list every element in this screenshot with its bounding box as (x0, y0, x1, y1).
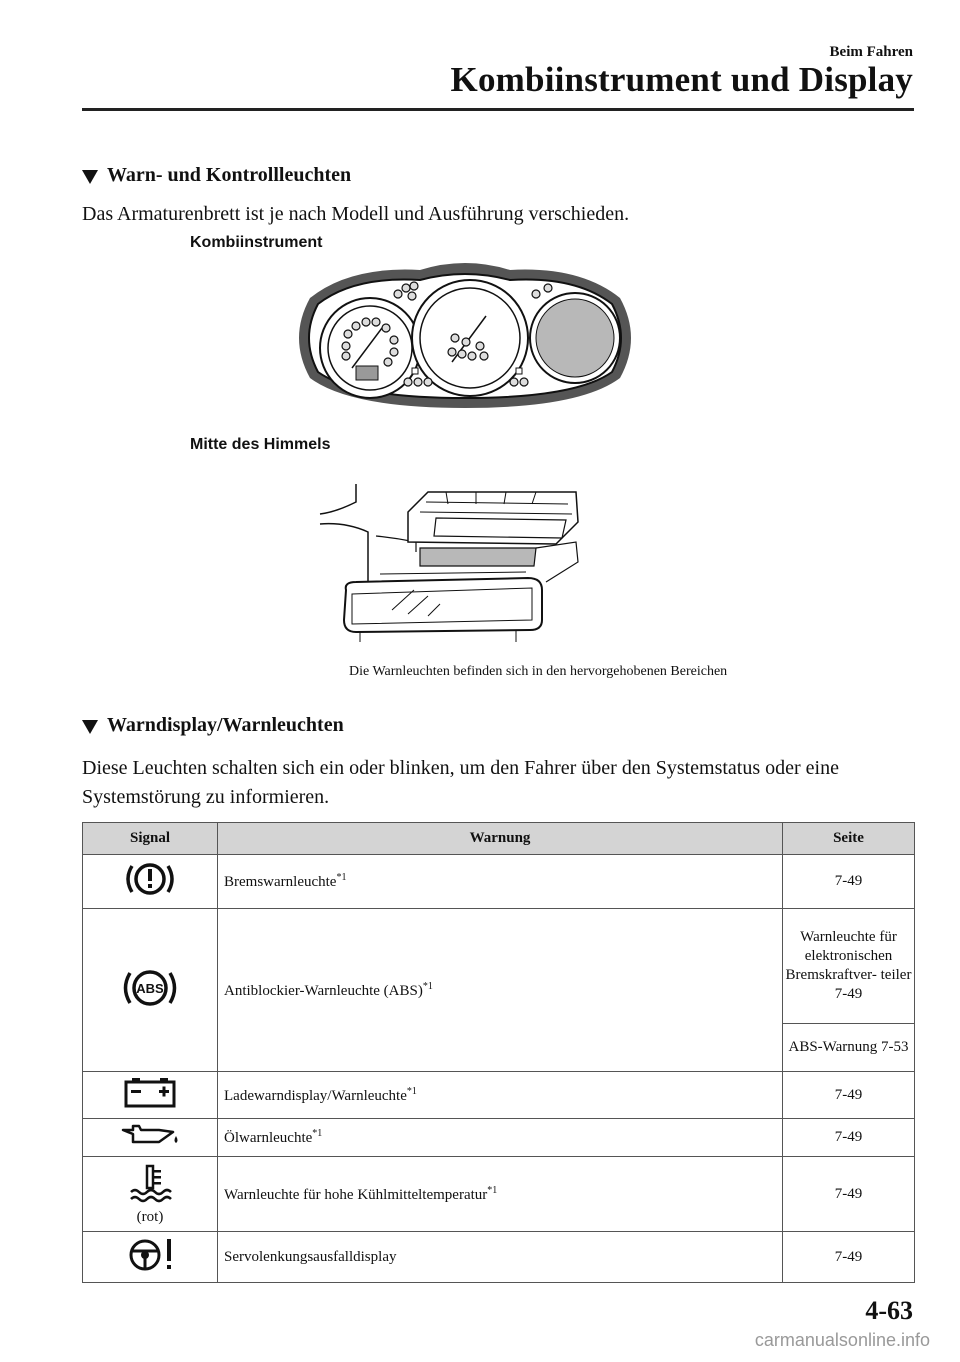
overhead-console-illustration (316, 482, 586, 642)
warning-text: Antiblockier-Warnleuchte (ABS)$^{*1}$ (218, 909, 783, 1072)
warning-text: Bremswarnleuchte$^{*1}$ (218, 855, 783, 909)
section2-text: Diese Leuchten schalten sich ein oder blinken, um den Fahrer über den Systemstatus oder eine Systemstörung zu informieren. (82, 757, 839, 808)
brake-warning-icon (122, 859, 178, 899)
chapter-subtitle: Beim Fahren (829, 44, 913, 60)
table-row (83, 855, 915, 909)
warning-text: Servolenkungsausfalldisplay (218, 1232, 783, 1283)
warning-table (82, 822, 915, 1283)
section-heading-warndisplay: Warndisplay/Warnleuchten (82, 714, 344, 737)
coolant-temperature-icon (125, 1164, 175, 1204)
page-reference: 7-49 (783, 855, 915, 909)
column-header-warnung: Warnung (218, 823, 783, 855)
page-reference: 7-49 (783, 1119, 915, 1157)
triangle-bullet-icon (82, 720, 98, 734)
table-row (83, 1072, 915, 1119)
watermark: carmanualsonline.info (754, 1330, 930, 1350)
table-row (83, 909, 915, 1024)
icon-caption: (rot) (136, 1208, 164, 1225)
page-reference: 7-49 (783, 1232, 915, 1283)
triangle-bullet-icon (82, 170, 98, 184)
page-reference: 7-49 (783, 1072, 915, 1119)
instrument-cluster-illustration (290, 258, 640, 413)
page-number: 4-63 (865, 1296, 913, 1325)
section-heading-warn-kontrollleuchten: Warn- und Kontrollleuchten (82, 164, 351, 187)
oil-warning-icon (119, 1122, 181, 1148)
warning-text: Ladewarndisplay/Warnleuchte$^{*1}$ (218, 1072, 783, 1119)
abs-warning-icon (120, 966, 180, 1010)
svg-text:ABS: ABS (136, 980, 164, 996)
warning-text: Warnleuchte für hohe Kühlmitteltemperatur$^{*1}$ (218, 1157, 783, 1232)
page-reference: 7-49 (783, 1157, 915, 1232)
figure-label-kombiinstrument: Kombiinstrument (190, 234, 323, 251)
table-header-row (83, 823, 915, 855)
column-header-signal: Signal (83, 823, 218, 855)
figure-label-mitte-des-himmels: Mitte des Himmels (190, 436, 331, 453)
column-header-seite: Seite (783, 823, 915, 855)
header-divider (82, 108, 914, 111)
power-steering-warning-icon (123, 1235, 177, 1275)
page-title: Kombiinstrument und Display (450, 60, 913, 99)
page-reference: ABS-Warnung 7-53 (783, 1024, 915, 1072)
figure-caption: Die Warnleuchten befinden sich in den hervorgehobenen Bereichen (349, 664, 728, 679)
page-reference: Warnleuchte für elektronischen Bremskraftver- teiler 7-49 (783, 909, 915, 1024)
warning-text: Ölwarnleuchte$^{*1}$ (218, 1119, 783, 1157)
table-row (83, 1232, 915, 1283)
table-row (83, 1119, 915, 1157)
table-row (83, 1157, 915, 1232)
battery-warning-icon (122, 1076, 178, 1110)
section1-text: Das Armaturenbrett ist je nach Modell und Ausführung verschieden. (82, 203, 630, 225)
